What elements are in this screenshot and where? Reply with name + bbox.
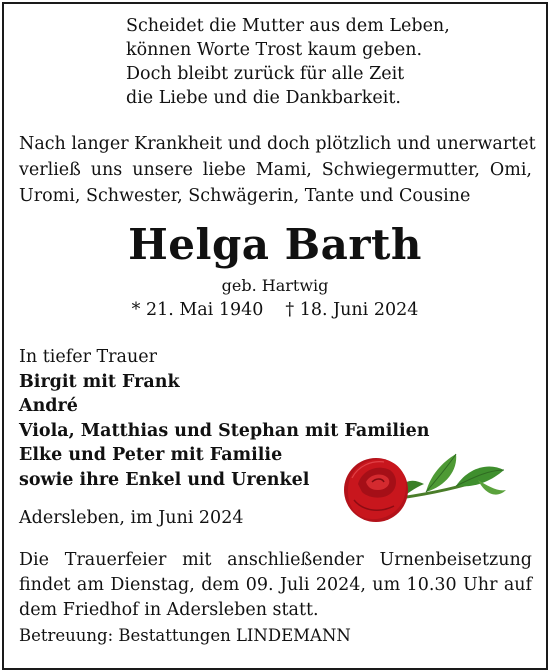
birth-name: geb. Hartwig — [221, 276, 329, 295]
mourner-name: Elke und Peter mit Familie — [19, 445, 283, 465]
funeral-line: dem Friedhof in Adersleben statt. — [19, 600, 319, 620]
death-date: † 18. Juni 2024 — [285, 300, 419, 320]
funeral-home: Betreuung: Bestattungen LINDEMANN — [19, 626, 351, 645]
intro-text — [19, 131, 536, 209]
mourner-name: Birgit mit Frank — [19, 371, 180, 392]
red-rose-icon — [338, 448, 508, 530]
place-date: Adersleben, im Juni 2024 — [19, 508, 244, 528]
intro-line: Uromi, Schwester, Schwägerin, Tante und Cousine — [19, 186, 471, 206]
poem — [126, 14, 450, 110]
intro-line: verließ uns unsere liebe Mami, Schwiegermutter, Omi, — [19, 160, 532, 180]
funeral-line: findet am Dienstag, dem 09. Juli 2024, um 10.30 Uhr auf — [19, 575, 532, 595]
mourner-name: Viola, Matthias und Stephan mit Familien — [19, 420, 430, 441]
poem-line: die Liebe und die Dankbarkeit. — [126, 88, 401, 108]
poem-line: Doch bleibt zurück für alle Zeit — [126, 64, 405, 84]
funeral-line: Die Trauerfeier mit anschließender Urnenbeisetzung — [19, 550, 532, 570]
birth-date: * 21. Mai 1940 — [131, 300, 264, 320]
intro-line: Nach langer Krankheit und doch plötzlich und unerwartet — [19, 134, 536, 154]
mourner-name: André — [19, 396, 78, 416]
mourner-name: sowie ihre Enkel und Urenkel — [19, 469, 310, 490]
funeral-info — [19, 548, 532, 623]
mourners-heading: In tiefer Trauer — [19, 347, 157, 367]
poem-line: können Worte Trost kaum geben. — [126, 40, 423, 60]
life-dates — [0, 300, 550, 320]
poem-line: Scheidet die Mutter aus dem Leben, — [126, 16, 450, 36]
deceased-name: Helga Barth — [128, 220, 422, 269]
